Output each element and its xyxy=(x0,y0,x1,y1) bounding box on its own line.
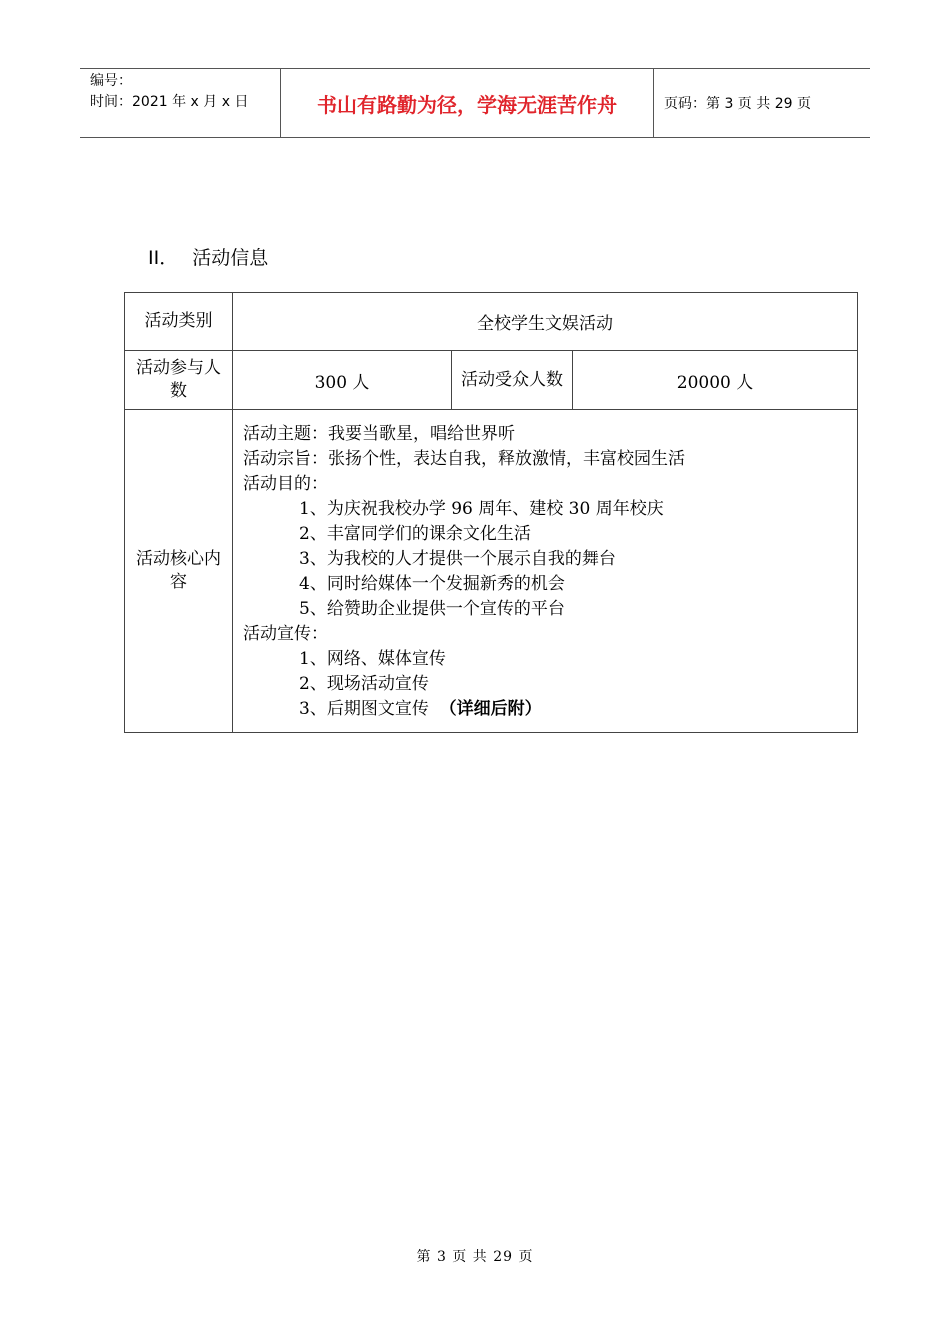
activity-info-table xyxy=(124,292,858,733)
activity-purpose: 活动宗旨：张扬个性，表达自我，释放激情，丰富校园生活 xyxy=(243,449,685,469)
list-item: 1、网络、媒体宣传 xyxy=(299,649,446,669)
list-item xyxy=(243,697,847,722)
core-content-label: 活动核心内容 xyxy=(125,410,233,733)
page-header xyxy=(80,68,870,138)
table-row xyxy=(125,351,858,410)
table-row xyxy=(125,410,858,733)
category-label: 活动类别 xyxy=(125,293,233,351)
activity-theme: 活动主题：我要当歌星，唱给世界听 xyxy=(243,424,515,444)
participants-value: 300 人 xyxy=(233,351,452,410)
list-item: 2、丰富同学们的课余文化生活 xyxy=(299,524,531,544)
goals-title: 活动目的： xyxy=(243,474,328,494)
list-item: 4、同时给媒体一个发掘新秀的机会 xyxy=(299,574,565,594)
section-number: II． xyxy=(148,247,179,269)
document-number: 编号： xyxy=(90,73,132,89)
core-content xyxy=(233,410,858,733)
header-meta xyxy=(80,69,281,137)
document-date: 时间：2021 年 x 月 x 日 xyxy=(90,94,249,110)
list-item: 5、给赞助企业提供一个宣传的平台 xyxy=(299,599,565,619)
page-footer: 第 3 页 共 29 页 xyxy=(416,1249,534,1265)
header-slogan: 书山有路勤为径，学海无涯苦作舟 xyxy=(281,69,654,137)
participants-label: 活动参与人数 xyxy=(125,351,233,410)
list-item: 3、为我校的人才提供一个展示自我的舞台 xyxy=(299,549,616,569)
audience-value: 20000 人 xyxy=(573,351,858,410)
category-value: 全校学生文娱活动 xyxy=(233,293,858,351)
section-heading xyxy=(148,243,268,270)
promo-note: （详细后附） xyxy=(439,699,542,719)
list-item: 1、为庆祝我校办学 96 周年、建校 30 周年校庆 xyxy=(299,499,664,519)
table-row xyxy=(125,293,858,351)
section-title: 活动信息 xyxy=(192,247,269,269)
list-item: 2、现场活动宣传 xyxy=(299,674,429,694)
promo-title: 活动宣传： xyxy=(243,624,328,644)
audience-label: 活动受众人数 xyxy=(452,351,573,410)
promo-item-text: 3、后期图文宣传 xyxy=(299,699,429,719)
header-page-info: 页码：第 3 页 共 29 页 xyxy=(664,96,811,112)
